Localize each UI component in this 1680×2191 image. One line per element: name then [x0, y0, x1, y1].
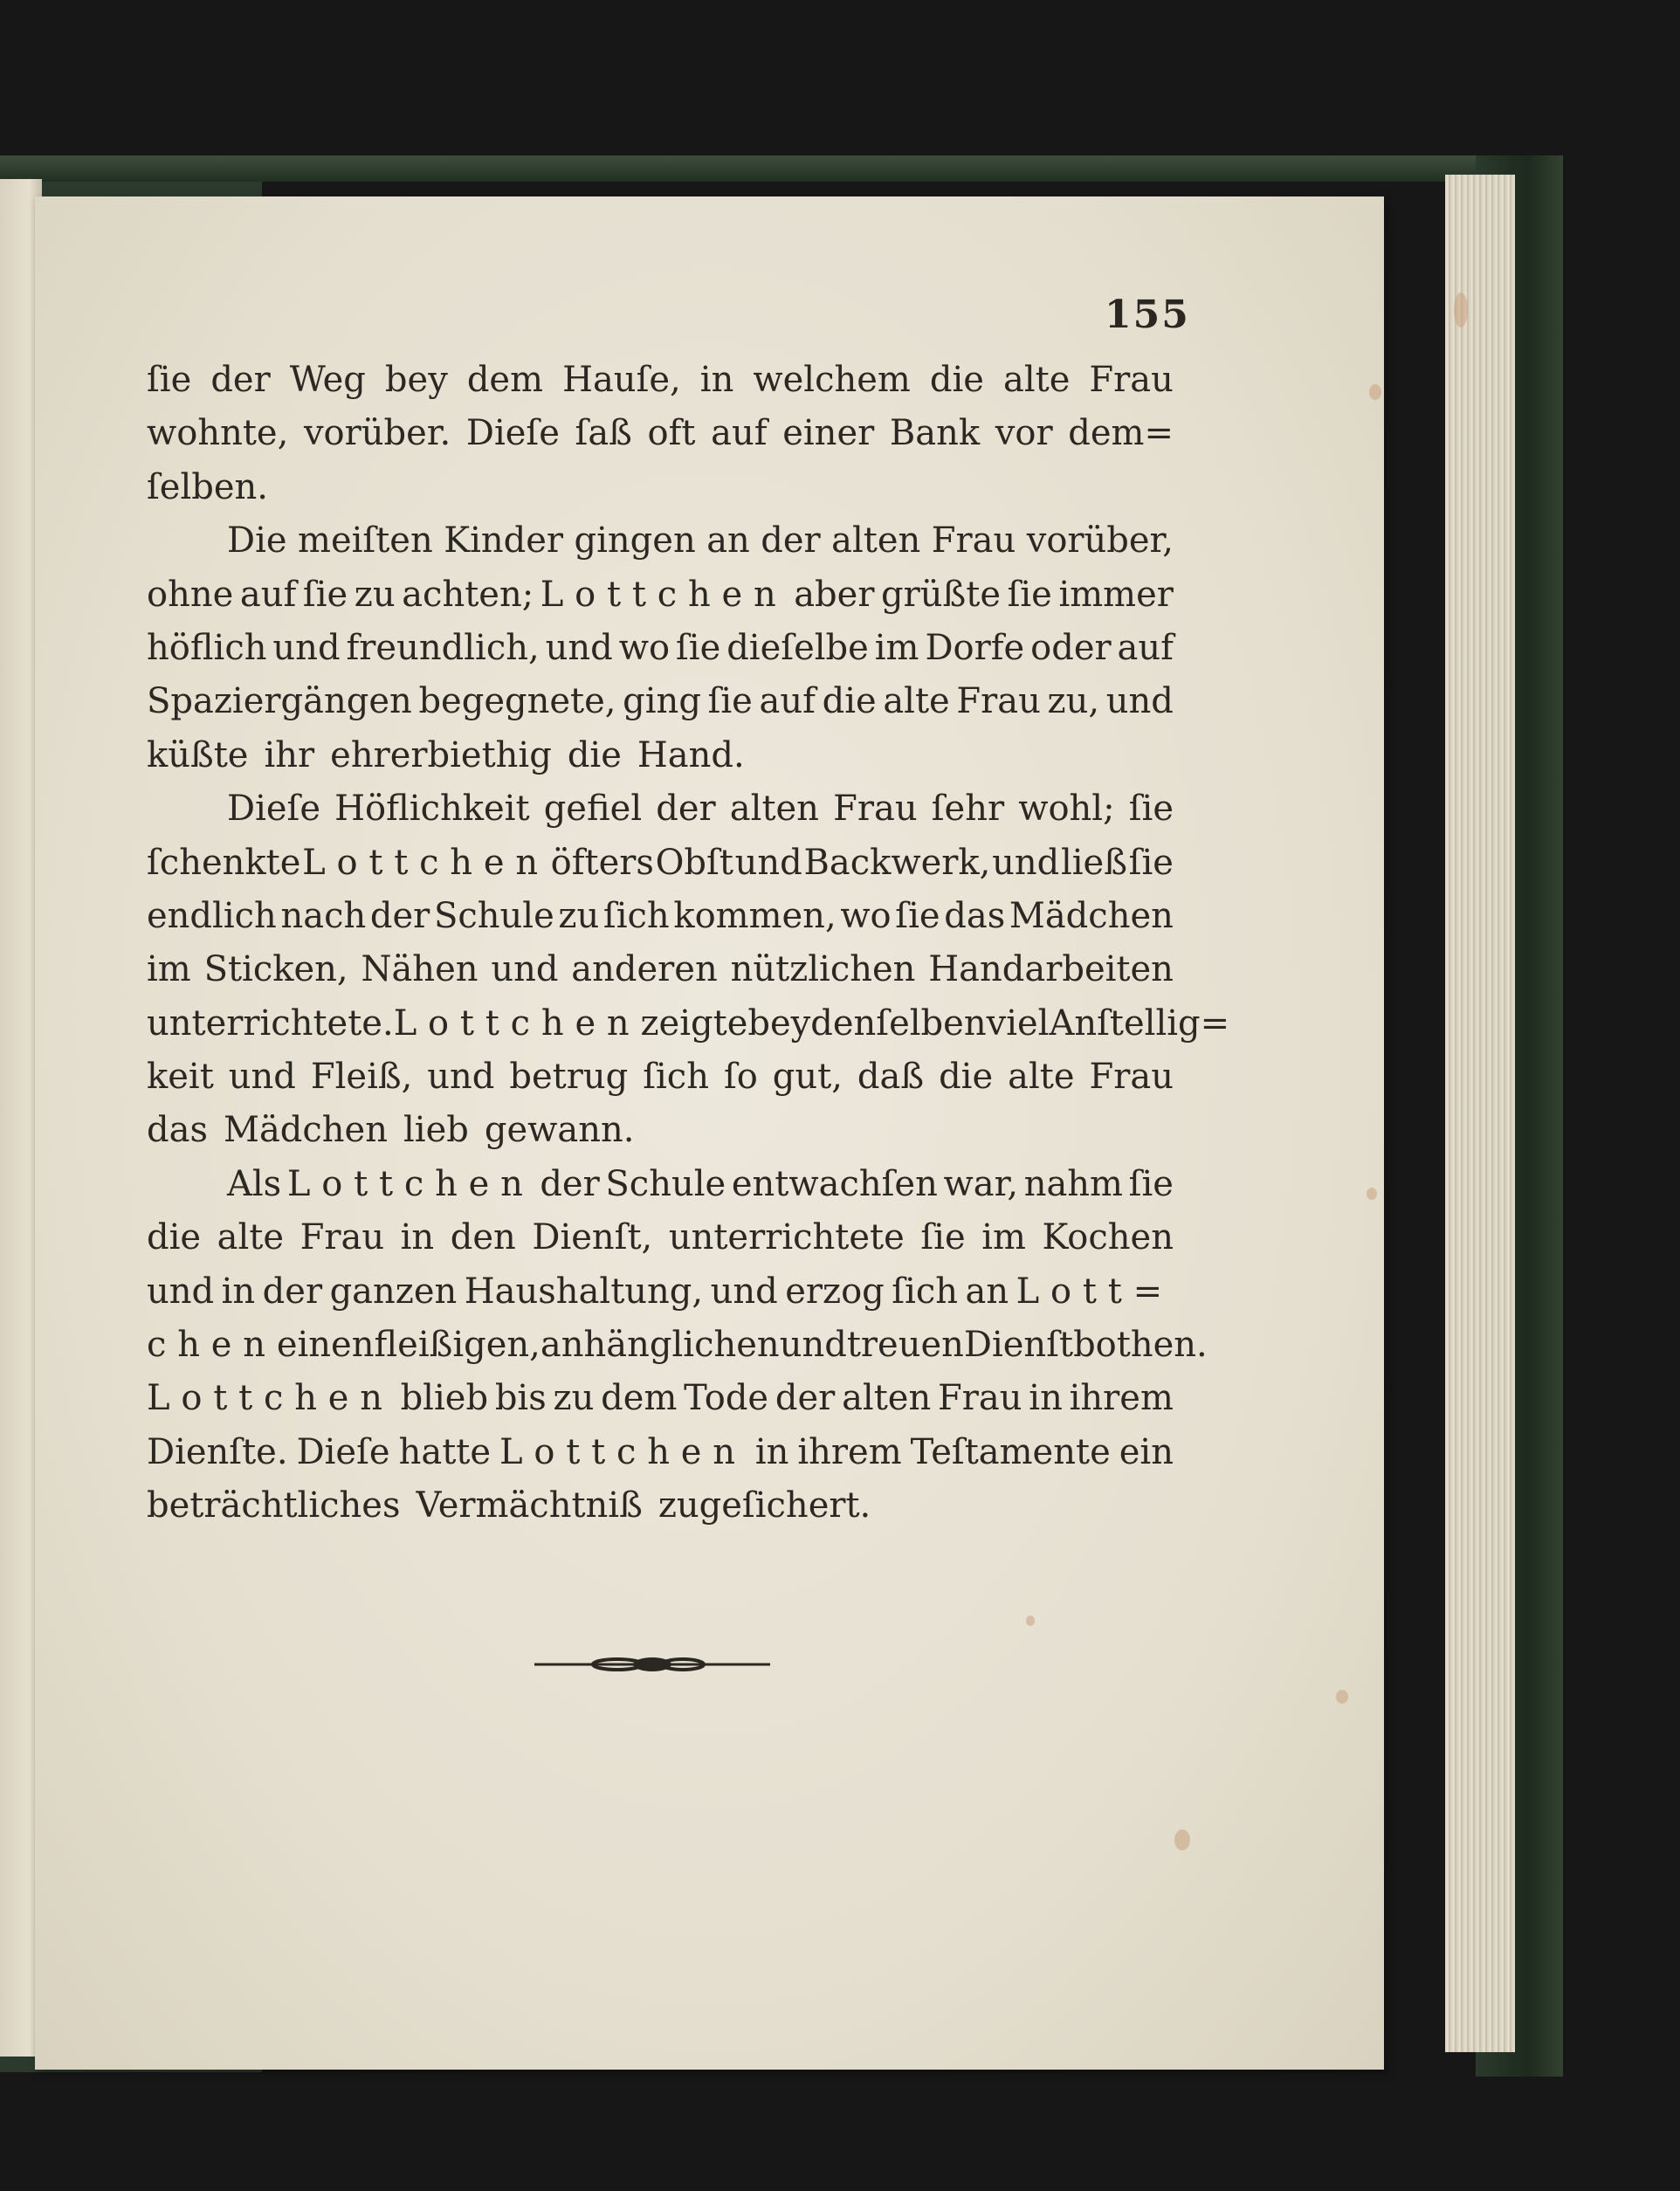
word: keit	[147, 1057, 214, 1098]
text-line	[147, 622, 1174, 675]
word: und	[147, 1271, 215, 1312]
foxing-spot	[1369, 384, 1381, 400]
word: ſie	[895, 895, 940, 936]
word: ſie	[675, 627, 721, 668]
word: grüßte	[881, 574, 1001, 615]
word: unterrichtete	[668, 1217, 905, 1258]
word: öfters	[550, 842, 654, 883]
word: höflich	[147, 627, 267, 668]
word: nach	[280, 895, 367, 936]
text-line	[147, 407, 1174, 460]
text-line	[147, 354, 1174, 407]
word: im	[874, 627, 919, 668]
word: Lott=	[1016, 1271, 1174, 1312]
word: Frau	[931, 520, 1016, 562]
word: der	[210, 360, 271, 400]
word: Tode	[684, 1378, 769, 1419]
word: im	[147, 949, 191, 990]
page-text	[147, 354, 1230, 1533]
word: der	[540, 1163, 600, 1204]
text-line	[147, 1265, 1174, 1319]
word: entwachſen	[731, 1163, 938, 1204]
word: auf	[239, 574, 297, 615]
word: lieb	[403, 1110, 469, 1151]
word: blieb	[400, 1378, 489, 1419]
word: denſelben	[810, 1002, 987, 1044]
word: und	[992, 842, 1060, 883]
word: alten	[831, 520, 921, 562]
word: Dieſe	[227, 789, 321, 830]
text-line	[147, 1372, 1174, 1425]
word: gingen	[574, 520, 696, 562]
word: nahm	[1023, 1163, 1123, 1204]
word: und	[228, 1057, 296, 1098]
page-edges	[1445, 175, 1515, 2052]
word: fleißigen,	[374, 1325, 540, 1366]
text-line	[147, 675, 1174, 728]
word: vorüber,	[1026, 520, 1174, 562]
word: Schule	[433, 895, 554, 936]
word: Dienſtbothen.	[963, 1325, 1208, 1366]
text-line	[147, 837, 1174, 890]
word: aber	[794, 574, 875, 615]
word: ſie	[302, 574, 348, 615]
word: wohl;	[1018, 789, 1115, 830]
word: bey	[747, 1002, 811, 1044]
word: Obſt	[655, 842, 733, 883]
word: und	[779, 1325, 847, 1366]
word: ſaß	[575, 413, 632, 454]
word: der	[262, 1271, 323, 1312]
word: und	[710, 1271, 778, 1312]
word: oft	[647, 413, 696, 454]
word: zu	[558, 895, 600, 936]
word: Frau	[1089, 1057, 1174, 1098]
word: Handarbeiten	[928, 949, 1174, 990]
word: ſehr	[931, 789, 1005, 830]
word: anderen	[571, 949, 718, 990]
text-line	[147, 1211, 1174, 1264]
word: achten;	[402, 574, 534, 615]
word: freundlich,	[346, 627, 540, 668]
word: bis	[494, 1378, 547, 1419]
word: gewann.	[484, 1110, 635, 1151]
word: ſie	[920, 1217, 966, 1258]
word: Haushaltung,	[464, 1271, 704, 1312]
word: vorüber.	[303, 413, 451, 454]
word: in	[754, 1431, 789, 1472]
word: einer	[782, 413, 875, 454]
word: Teſtamente	[910, 1431, 1111, 1472]
word: ohne	[147, 574, 234, 615]
ornament-divider	[534, 1647, 770, 1682]
word: meiſten	[298, 520, 433, 562]
word: der	[761, 520, 821, 562]
word: Fleiß,	[310, 1057, 413, 1098]
word: ſie	[1007, 574, 1052, 615]
word: an	[965, 1271, 1009, 1312]
word: ihrem	[1069, 1378, 1174, 1419]
word: Backwerk,	[803, 842, 991, 883]
word: den	[450, 1217, 516, 1258]
word: begegnete,	[418, 681, 616, 722]
word: Kinder	[444, 520, 564, 562]
text-line	[147, 782, 1174, 836]
text-line	[147, 1319, 1208, 1372]
word: Bank	[889, 413, 981, 454]
word: einen	[276, 1325, 375, 1366]
word: alte	[1008, 1057, 1075, 1098]
word: Frau	[938, 1378, 1022, 1419]
word: Höflichkeit	[334, 789, 530, 830]
word: unterrichtete.	[147, 1002, 394, 1044]
word: in	[1029, 1378, 1063, 1419]
word: auf	[759, 681, 816, 722]
word: in	[221, 1271, 256, 1312]
foxing-spot	[1026, 1616, 1035, 1626]
book-cover-top	[0, 155, 1563, 182]
word: ſich	[892, 1271, 959, 1312]
word: vor	[995, 413, 1053, 454]
word: Lottchen	[499, 1431, 747, 1472]
word: dem	[466, 360, 544, 400]
word: der	[369, 895, 430, 936]
word: alten	[729, 789, 819, 830]
word: die	[939, 1057, 994, 1098]
word: ließ	[1060, 842, 1127, 883]
word: und	[734, 842, 802, 883]
word: zu	[553, 1378, 595, 1419]
word: ſich	[602, 895, 670, 936]
word: ganzen	[329, 1271, 458, 1312]
word: ſie	[147, 360, 192, 400]
word: anhänglichen	[540, 1325, 780, 1366]
word: ſie	[1128, 842, 1174, 883]
text-line	[147, 729, 1174, 782]
word: Mädchen	[223, 1110, 388, 1151]
word: Frau	[1089, 360, 1174, 400]
word: wo	[840, 895, 892, 936]
word: bey	[384, 360, 448, 400]
word: alten	[842, 1378, 932, 1419]
word: dem	[601, 1378, 678, 1419]
word: wohnte,	[147, 413, 289, 454]
word: der	[775, 1378, 836, 1419]
word: ging	[623, 681, 701, 722]
word: endlich	[147, 895, 277, 936]
text-line	[147, 943, 1174, 996]
word: die	[147, 1217, 202, 1258]
word: alte	[883, 681, 950, 722]
word: ein	[1119, 1431, 1174, 1472]
text-line	[147, 1158, 1174, 1211]
text-line	[147, 1051, 1174, 1104]
word: der	[656, 789, 716, 830]
word: Anſtellig=	[1049, 1002, 1230, 1044]
word: beträchtliches	[147, 1485, 401, 1526]
word: ſie	[1128, 789, 1174, 830]
text-line	[147, 997, 1230, 1051]
word: ſie	[707, 681, 753, 722]
word: zu	[354, 574, 396, 615]
word: daß	[857, 1057, 925, 1098]
word: ihrem	[797, 1431, 902, 1472]
word: war,	[943, 1163, 1019, 1204]
text-line	[147, 514, 1174, 568]
word: Schule	[605, 1163, 726, 1204]
word: und	[491, 949, 559, 990]
text-line	[147, 890, 1174, 943]
word: zeigte	[640, 1002, 748, 1044]
word: alte	[217, 1217, 285, 1258]
word: in	[400, 1217, 435, 1258]
word: ſchenkte	[147, 842, 301, 883]
word: Dieſe	[296, 1431, 390, 1472]
word: ehrerbiethig	[330, 734, 552, 775]
word: auf	[711, 413, 768, 454]
word: treuen	[846, 1325, 964, 1366]
word: Mädchen	[1009, 895, 1174, 936]
word: viel	[986, 1002, 1050, 1044]
word: in	[699, 360, 734, 400]
word: Die	[227, 520, 287, 562]
word: kommen,	[673, 895, 837, 936]
word: gut,	[772, 1057, 843, 1098]
word: Spaziergängen	[147, 681, 412, 722]
word: und	[1105, 681, 1174, 722]
word: oder	[1030, 627, 1112, 668]
word: Kochen	[1042, 1217, 1174, 1258]
word: zu,	[1047, 681, 1100, 722]
word: Frau	[956, 681, 1041, 722]
text-line	[147, 1479, 1174, 1533]
word: die	[567, 734, 622, 775]
word: Dorfe	[925, 627, 1025, 668]
word: auf	[1117, 627, 1174, 668]
page-number: 155	[1105, 293, 1190, 337]
word: das	[944, 895, 1006, 936]
word: Hand.	[637, 734, 745, 775]
word: ſie	[1128, 1163, 1174, 1204]
word: Dienſte.	[147, 1431, 288, 1472]
foxing-spot	[1174, 1829, 1190, 1850]
foxing-spot	[1367, 1188, 1377, 1200]
word: Frau	[300, 1217, 385, 1258]
word: gefiel	[543, 789, 643, 830]
word: Als	[227, 1163, 282, 1204]
word: im	[981, 1217, 1026, 1258]
word: Lottchen	[393, 1002, 641, 1044]
word: Lottchen	[286, 1163, 534, 1204]
word: chen	[147, 1325, 277, 1366]
word: Hauſe,	[562, 360, 681, 400]
word: Vermächtniß	[416, 1485, 643, 1526]
word: Lottchen	[147, 1378, 394, 1419]
word: küßte	[147, 734, 249, 775]
word: und	[545, 627, 613, 668]
word: an	[706, 520, 750, 562]
word: ſich	[643, 1057, 709, 1098]
word: erzog	[785, 1271, 885, 1312]
word: Lottchen	[540, 574, 788, 615]
word: welchem	[753, 360, 911, 400]
word: nützlichen	[730, 949, 916, 990]
text-line	[147, 1426, 1174, 1479]
text-line	[147, 568, 1174, 622]
word: Dienſt,	[532, 1217, 653, 1258]
word: hatte	[398, 1431, 492, 1472]
word: die	[822, 681, 877, 722]
word: Weg	[289, 360, 366, 400]
word: das	[147, 1110, 208, 1151]
word: und	[272, 627, 341, 668]
word: Lottchen	[302, 842, 549, 883]
word: immer	[1058, 574, 1174, 615]
word: zugeſichert.	[658, 1485, 871, 1526]
word: Nähen	[361, 949, 479, 990]
word: dieſelbe	[726, 627, 869, 668]
word: Sticken,	[203, 949, 348, 990]
word: Dieſe	[465, 413, 560, 454]
foxing-spot	[1336, 1690, 1348, 1704]
word: ſo	[723, 1057, 758, 1098]
word: alte	[1003, 360, 1071, 400]
word: die	[929, 360, 984, 400]
text-line	[147, 1104, 1174, 1157]
word: betrug	[509, 1057, 629, 1098]
word: ſelben.	[147, 466, 269, 507]
text-line	[147, 461, 1174, 514]
word: wo	[618, 627, 671, 668]
foxing-spot	[1454, 293, 1468, 327]
word: ihr	[264, 734, 315, 775]
word: Frau	[833, 789, 918, 830]
word: und	[427, 1057, 495, 1098]
word: dem=	[1068, 413, 1174, 454]
